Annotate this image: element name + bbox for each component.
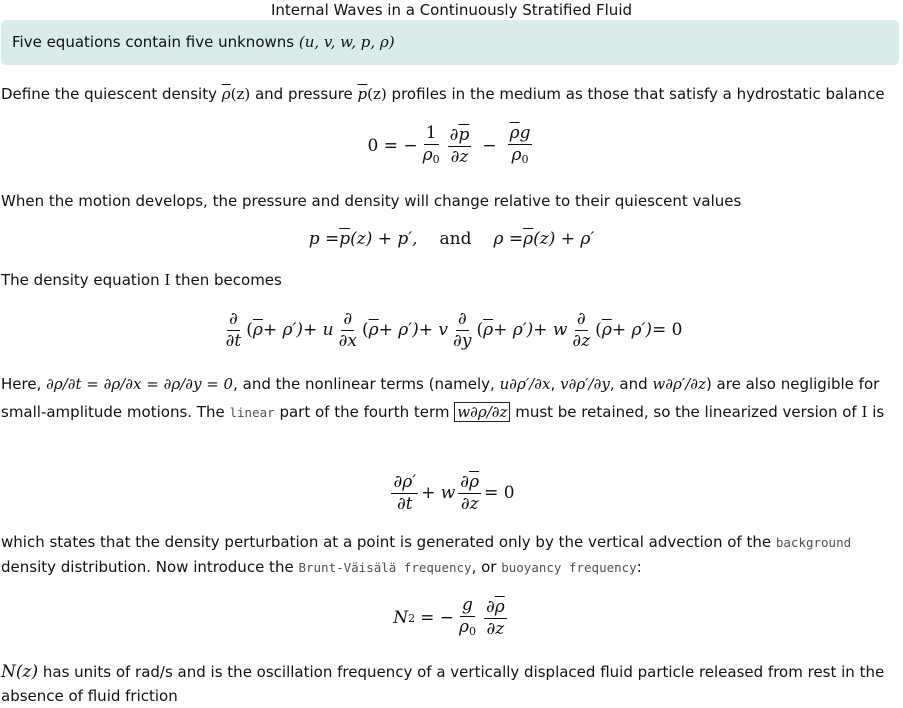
paragraph-density-eq: The density equation I then becomes bbox=[1, 271, 282, 289]
keyword-linear: linear bbox=[229, 405, 275, 420]
paragraph-definition: N(z) has units of rad/s and is the oscillation frequency of a vertically displaced fluid particle released from rest in the absence of fluid friction bbox=[1, 662, 885, 705]
paragraph-define: Define the quiescent density $\overline{\rho}(z)$ and pressure $\overline{p}(z)$ profiles in the medium as those that satisfy a hydrostatic balance bbox=[1, 85, 885, 103]
callout-box bbox=[1, 20, 899, 65]
paragraph-brunt: which states that the density perturbation at a point is generated only by the vertical advection of the background density distribution. Now introduce the Brunt-Väisälä frequency, or buoyancy frequency: bbox=[1, 533, 852, 576]
equation-ref: I bbox=[164, 271, 171, 289]
boxed-term: w∂ρ/∂z bbox=[454, 402, 510, 422]
equation-linearized: $\frac{\partial\rho'}{\partial t}$ + w $\frac{\partial\overline{\rho}}{\partial z}$ = 0 bbox=[393, 471, 515, 514]
equation-ref: I bbox=[861, 403, 868, 421]
paragraph-motion: When the motion develops, the pressure and density will change relative to their quiescent values bbox=[1, 192, 742, 210]
equation-hydrostatic: 0 = − $\frac{1}{\rho_0}$ $\frac{\partial\overline{p}}{\partial z}$ − $\frac{\overline{\rho}g}{\rho_0}$ bbox=[367, 122, 531, 167]
keyword-background: background bbox=[775, 535, 852, 550]
keyword-brunt-vaisala: Brunt-Väisälä frequency bbox=[298, 560, 472, 575]
equation-perturbation: p = $\overline{p}$ (z) + p′, and ρ = $\overline{\rho}$ (z) + ρ′ bbox=[308, 229, 595, 249]
paragraph-linearize: Here, ∂ρ/∂t = ∂ρ/∂x = ∂ρ/∂y = 0, and the nonlinear terms (namely, u∂ρ′/∂x, v∂ρ′/∂y, and w∂ρ′/∂z) are also negligible for small-amplitude motions. The linear part of the fourth term w∂ρ/∂z must be retained, so the linearized version of I is bbox=[1, 375, 885, 421]
callout-vars: (u, v, w, p, ρ) bbox=[298, 33, 395, 51]
equation-buoyancy: N 2 = − $\frac{g}{\rho_0}$ $\frac{\partial\overline{\rho}}{\partial z}$ bbox=[393, 594, 505, 639]
keyword-buoyancy: buoyancy frequency bbox=[501, 560, 637, 575]
equation-density: $\frac{\partial}{\partial t}$ ( $\overline{\rho}$ + ρ′) + u $\frac{\partial}{\partial x}$ ( $\overline{\rho}$ + ρ′) + v $\frac{\partial}{\partial y}$ ( $\overline{\rho}$ + ρ′) + w $\frac{\partial}{\partial z}$ ( $\overline{\rho}$ + ρ′) = 0 bbox=[225, 308, 683, 351]
callout-text: Five equations contain five unknowns bbox=[12, 33, 295, 51]
page-title: Internal Waves in a Continuously Stratified Fluid bbox=[270, 1, 633, 19]
